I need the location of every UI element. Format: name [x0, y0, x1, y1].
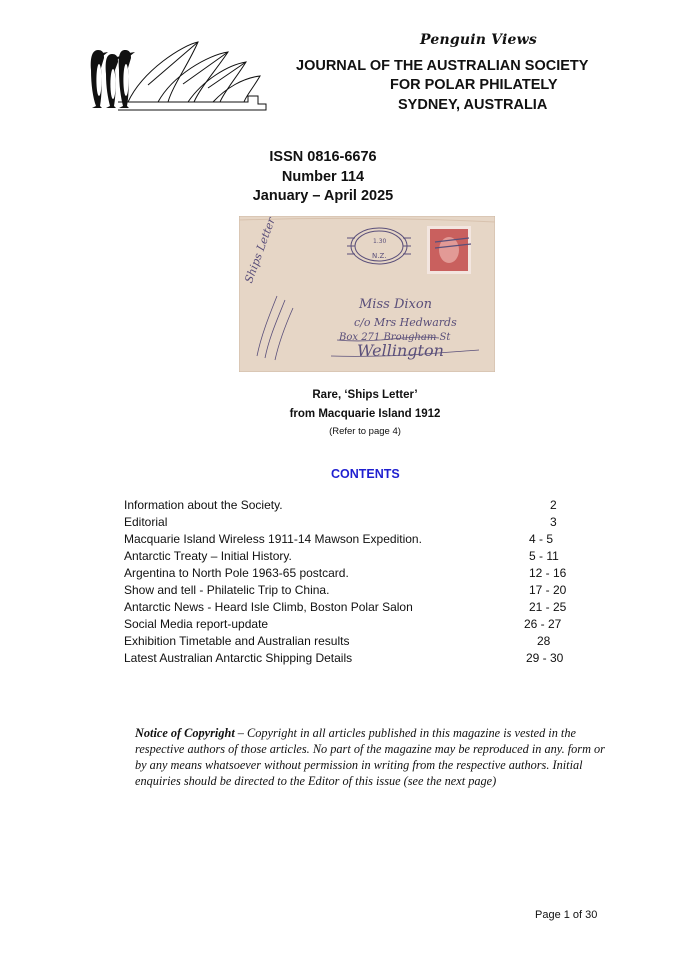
- copyright-notice: [135, 725, 615, 789]
- cover-caption-line-2: from Macquarie Island 1912: [289, 408, 441, 420]
- issue-number: Number 114: [281, 169, 365, 185]
- toc-entry: [124, 498, 584, 515]
- envelope-addressee: Miss Dixon: [359, 297, 433, 312]
- envelope-street: Box 271 Brougham St: [339, 332, 451, 343]
- toc-entry-title: Editorial: [124, 515, 168, 529]
- masthead-title: Penguin Views: [420, 32, 537, 48]
- journal-line-3: SYDNEY, AUSTRALIA: [398, 97, 548, 113]
- stamp: [427, 226, 471, 274]
- toc-entry: [124, 515, 584, 532]
- toc-entry-title: Antarctic News - Heard Isle Climb, Boston Polar Salon: [124, 600, 413, 614]
- toc-entry-title: Argentina to North Pole 1963-65 postcard.: [124, 566, 349, 580]
- toc-entry-page: 17 - 20: [529, 583, 567, 597]
- toc-entry-title: Show and tell - Philatelic Trip to China.: [124, 583, 330, 597]
- copyright-heading: Notice of Copyright: [135, 726, 235, 740]
- issn: ISSN 0816-6676: [269, 149, 377, 165]
- cover-caption-line-1: Rare, ‘Ships Letter’: [312, 389, 418, 401]
- toc-entry: [124, 651, 584, 668]
- cover-envelope-image: [239, 216, 495, 372]
- table-of-contents: [124, 498, 584, 668]
- toc-entry-page: 21 - 25: [529, 600, 567, 614]
- page-number: Page 1 of 30: [535, 909, 598, 921]
- journal-line-2: FOR POLAR PHILATELY: [390, 77, 558, 93]
- toc-entry-title: Macquarie Island Wireless 1911-14 Mawson Expedition.: [124, 532, 422, 546]
- toc-entry-page: 12 - 16: [529, 566, 567, 580]
- toc-entry-title: Information about the Society.: [124, 498, 283, 512]
- toc-entry: [124, 583, 584, 600]
- toc-entry-title: Social Media report-update: [124, 617, 269, 631]
- toc-entry-page: 2: [550, 498, 557, 512]
- toc-entry-page: 26 - 27: [524, 617, 562, 631]
- envelope-city: Wellington: [357, 341, 444, 360]
- toc-entry: [124, 600, 584, 617]
- toc-entry: [124, 634, 584, 651]
- toc-entry-page: 29 - 30: [526, 651, 564, 665]
- postmark-time: 1.30: [373, 238, 387, 245]
- journal-line-1: JOURNAL OF THE AUSTRALIAN SOCIETY: [296, 58, 589, 74]
- toc-entry: [124, 617, 584, 634]
- contents-heading: CONTENTS: [331, 467, 400, 481]
- toc-entry-page: 28: [537, 634, 551, 648]
- copyright-text: – Copyright in all articles published in this magazine is vested in the respective authors of those articles. No part of the magazine may be reproduced in any. form or by any means whatsoever without permission in writing from the respective authors. Initial enquiries should be directed to the Editor of this issue (see the next page): [135, 726, 605, 788]
- postmark-country: N.Z.: [372, 252, 387, 260]
- society-logo: [88, 40, 270, 112]
- toc-entry-page: 4 - 5: [529, 532, 554, 546]
- toc-entry: [124, 549, 584, 566]
- cover-caption-note: (Refer to page 4): [329, 426, 401, 437]
- toc-entry-page: 3: [550, 515, 557, 529]
- toc-entry: [124, 566, 584, 583]
- toc-entry: [124, 532, 584, 549]
- toc-entry-title: Exhibition Timetable and Australian results: [124, 634, 350, 648]
- issue-date: January – April 2025: [252, 188, 394, 204]
- envelope-care-of: c/o Mrs Hedwards: [354, 316, 457, 329]
- toc-entry-title: Antarctic Treaty – Initial History.: [124, 549, 292, 563]
- envelope-ships-letter: Ships Letter: [242, 216, 278, 285]
- toc-entry-page: 5 - 11: [529, 549, 559, 563]
- toc-entry-title: Latest Australian Antarctic Shipping Details: [124, 651, 353, 665]
